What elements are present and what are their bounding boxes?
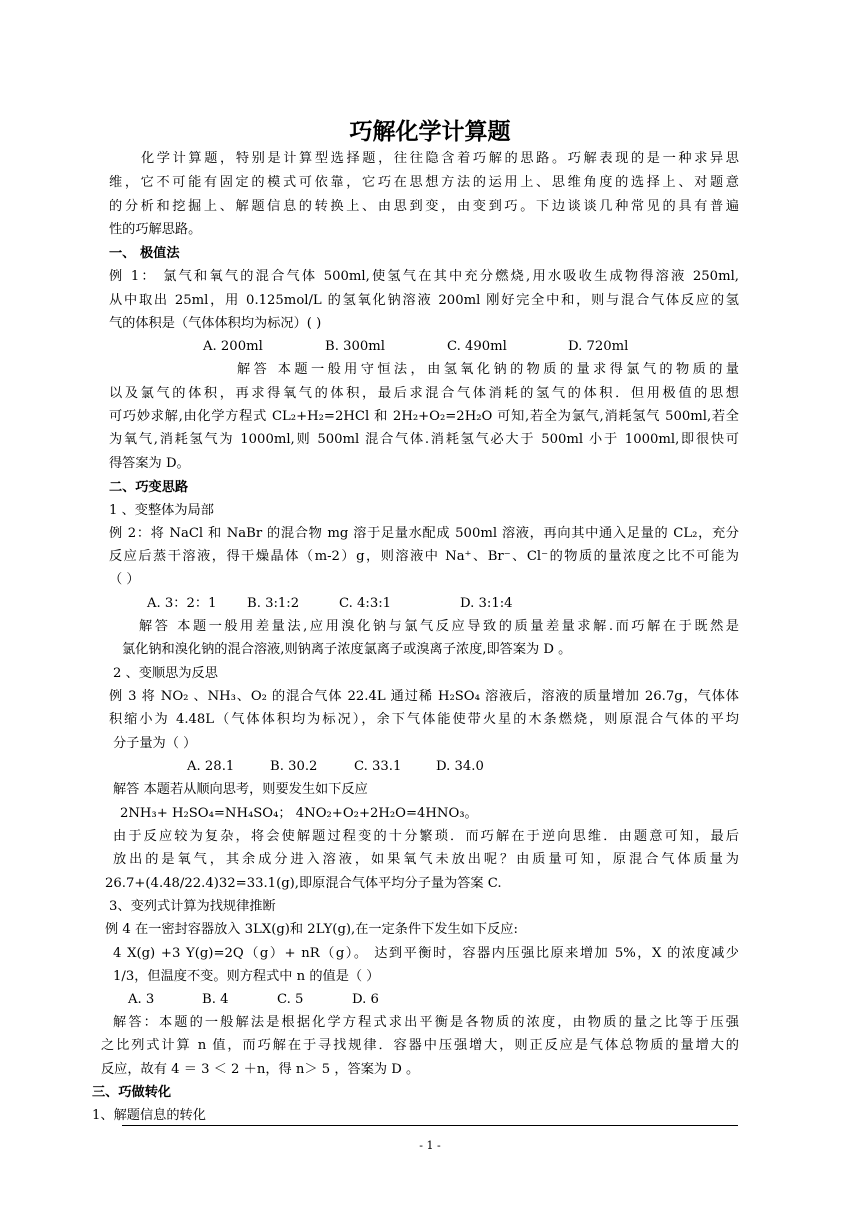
option: A. 28.1 xyxy=(187,759,235,774)
sub-heading: 2 、变顺思为反思 xyxy=(113,666,218,681)
answer-line: 为氧气,消耗氢气为 1000ml,则 500ml 混合气体.消耗氢气必大于 500ml 小于 1000ml,即很快可 xyxy=(109,432,739,447)
answer-line: 解答：本题的一般解法是根据化学方程式求出平衡是各物质的浓度，由物质的量之比等于压强 xyxy=(113,1015,739,1030)
answer-line: 放出的是氧气，其余成分进入溶液，如果氧气未放出呢？由质量可知，原混合气体质量为 xyxy=(113,852,739,867)
answer-line: 解答 本题一般用守恒法，由氢氧化钠的物质的量求得氯气的物质的量 xyxy=(237,362,739,377)
answer-line: 得答案为 D。 xyxy=(109,456,190,471)
sub-heading: 1、解题信息的转化 xyxy=(92,1108,206,1123)
option: D. 3:1:4 xyxy=(460,596,513,611)
option: B. 30.2 xyxy=(270,759,318,774)
answer-line: 26.7+(4.48/22.4)32=33.1(g),即原混合气体平均分子量为答案 C. xyxy=(105,876,502,891)
option: C. 33.1 xyxy=(354,759,402,774)
sub-heading: 1 、变整体为局部 xyxy=(109,503,214,518)
option: B. 3:1:2 xyxy=(247,596,300,611)
example-line: 反应后蒸干溶液，得干燥晶体（m-2）g，则溶液中 Na⁺、Br⁻、Cl⁻的物质的量浓度之比不可能为 xyxy=(109,549,739,564)
option: A. 3 xyxy=(128,992,155,1007)
answer-line: 由于反应较为复杂，将会使解题过程变的十分繁琐．而巧解在于逆向思维．由题意可知，最后 xyxy=(113,829,739,844)
option: D. 34.0 xyxy=(436,759,484,774)
example-line: 例 4 在一密封容器放入 3LX(g)和 2LY(g),在一定条件下发生如下反应: xyxy=(105,922,518,937)
example-line: 1/3，但温度不变。则方程式中 n 的值是（ ） xyxy=(113,969,380,984)
footer-divider xyxy=(122,1125,738,1126)
option: C. 4:3:1 xyxy=(339,596,392,611)
sub-heading: 3、变列式计算为找规律推断 xyxy=(109,899,276,914)
option: C. 5 xyxy=(277,992,304,1007)
example-line: 4 X(g) +3 Y(g)=2Q（g）+ nR（g）。 达到平衡时，容器内压强比原来增加 5%，X 的浓度减少 xyxy=(113,946,739,961)
example-line: 从中取出 25ml，用 0.125mol/L 的氢氧化钠溶液 200ml 刚好完全中和，则与混合气体反应的氢 xyxy=(109,293,739,308)
intro-line: 维，它不可能有固定的模式可依靠，它巧在思想方法的运用上、思维角度的选择上、对题意 xyxy=(109,175,739,190)
option: B. 300ml xyxy=(325,339,385,354)
answer-line: 以及氯气的体积，再求得氧气的体积，最后求混合气体消耗的氢气的体积．但用极值的思想 xyxy=(109,386,739,401)
equation-line: 2NH₃+ H₂SO₄=NH₄SO₄； 4NO₂+O₂+2H₂O=4HNO₃。 xyxy=(120,806,478,821)
intro-line: 化学计算题，特别是计算型选择题，往往隐含着巧解的思路。巧解表现的是一种求异思 xyxy=(141,151,739,166)
example-line: （ ） xyxy=(109,572,140,587)
example-line: 分子量为（ ） xyxy=(113,736,197,751)
answer-line: 之比列式计算 n 值，而巧解在于寻找规律．容器中压强增大，则正反应是气体总物质的量增大的 xyxy=(101,1038,739,1053)
answer-line: 氯化钠和溴化钠的混合溶液,则钠离子浓度氯离子或溴离子浓度,即答案为 D 。 xyxy=(122,642,572,657)
page-number: - 1 - xyxy=(419,1139,441,1152)
option: A. 3：2：1 xyxy=(147,596,217,611)
answer-line: 解答 本题若从顺向思考，则要发生如下反应 xyxy=(113,782,368,797)
example-line: 积缩小为 4.48L（气体体积均为标况），余下气体能使带火星的木条燃烧，则原混合气体的平均 xyxy=(109,712,739,727)
answer-line: 解答 本题一般用差量法,应用溴化钠与氯气反应导致的质量差量求解.而巧解在于既然是 xyxy=(139,619,739,634)
option: C. 490ml xyxy=(447,339,507,354)
example-line: 气的体积是（气体体积均为标况）( ) xyxy=(109,316,322,331)
intro-line: 的分析和挖掘上、解题信息的转换上、由思到变，由变到巧。下边谈谈几种常见的具有普遍 xyxy=(109,199,739,214)
section-heading: 二、巧变思路 xyxy=(109,480,189,495)
option: D. 720ml xyxy=(568,339,629,354)
answer-line: 可巧妙求解,由化学方程式 CL₂+H₂=2HCl 和 2H₂+O₂=2H₂O 可知,若全为氯气,消耗氢气 500ml,若全 xyxy=(109,409,739,424)
example-line: 例 3 将 NO₂ 、NH₃、O₂ 的混合气体 22.4L 通过稀 H₂SO₄ 溶液后，溶液的质量增加 26.7g，气体体 xyxy=(109,689,739,704)
option: D. 6 xyxy=(352,992,379,1007)
option: A. 200ml xyxy=(203,339,263,354)
example-line: 例 2：将 NaCl 和 NaBr 的混合物 mg 溶于足量水配成 500ml 溶液，再向其中通入足量的 CL₂，充分 xyxy=(109,526,739,541)
section-heading: 三、巧做转化 xyxy=(92,1085,172,1100)
section-heading: 一、 极值法 xyxy=(109,246,180,261)
page-title: 巧解化学计算题 xyxy=(349,119,511,145)
intro-line: 性的巧解思路。 xyxy=(109,222,202,237)
answer-line: 反应，故有 4 ＝ 3 ＜ 2 ＋n，得 n＞ 5 ，答案为 D 。 xyxy=(101,1062,420,1077)
option: B. 4 xyxy=(202,992,229,1007)
example-line: 例 1： 氯气和氧气的混合气体 500ml,使氢气在其中充分燃烧,用水吸收生成物得溶液 250ml, xyxy=(109,269,739,284)
